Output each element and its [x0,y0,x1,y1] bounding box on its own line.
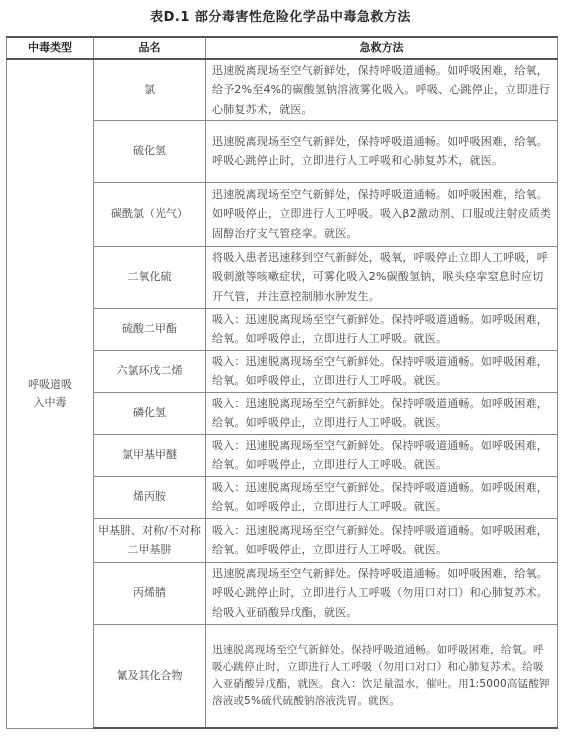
product-name-cell: 碳酰氯（光气） [94,182,206,246]
first-aid-cell: 迅速脱离现场至空气新鲜处，保持呼吸道通畅。如呼吸困难，给氧。如呼吸停止，立即进行人工呼吸。吸入β2激动剂、口服或注射皮质类固醇治疗支气管痉挛。就医。 [206,182,558,246]
first-aid-cell: 吸入：迅速脱离现场至空气新鲜处。保持呼吸道通畅。如呼吸困难，给氧。如呼吸停止，立即进行人工呼吸。就医。 [206,350,558,392]
product-name-cell: 二氧化硫 [94,246,206,308]
product-name-cell: 磷化氢 [94,392,206,434]
product-name-cell: 六氯环戊二烯 [94,350,206,392]
first-aid-cell: 吸入：迅速脱离现场至空气新鲜处。保持呼吸道通畅。如呼吸困难，给氧。如呼吸停止，立即进行人工呼吸。就医。 [206,518,558,562]
first-aid-cell: 将吸入患者迅速移到空气新鲜处，吸氧，呼吸停止立即人工呼吸，呼吸刺激等咳嗽症状，可雾化吸入2%碳酸氢钠，喉头痉挛窒息时应切开气管，并注意控制肺水肿发生。 [206,246,558,308]
table-row [7,59,558,120]
first-aid-cell: 迅速脱离现场至空气新鲜处。保持呼吸道通畅。如呼吸困难，给氧。呼吸心跳停止时，立即进行人工呼吸（勿用口对口）和心肺复苏术。给吸入亚硝酸异戊酯，就医。食入：饮足量温水，催吐。用1:5000高锰酸钾溶液或5%硫代硫酸钠溶液洗胃。就医。 [206,624,558,728]
product-name-cell: 硫酸二甲酯 [94,308,206,350]
header-poison-type: 中毒类型 [7,37,94,59]
first-aid-cell: 吸入：迅速脱离现场至空气新鲜处。保持呼吸道通畅。如呼吸困难，给氧。如呼吸停止，立即进行人工呼吸。就医。 [206,434,558,476]
poison-type-label: 呼吸道吸入中毒 [28,377,72,409]
product-name-cell: 氰及其化合物 [94,624,206,728]
table-header-row [7,37,558,59]
first-aid-cell: 吸入：迅速脱离现场至空气新鲜处。保持呼吸道通畅。如呼吸困难，给氧。如呼吸停止，立即进行人工呼吸。就医。 [206,476,558,518]
product-name-cell: 甲基肼、对称/不对称二甲基肼 [94,518,206,562]
first-aid-cell: 吸入：迅速脱离现场至空气新鲜处。保持呼吸道通畅。如呼吸困难，给氧。如呼吸停止，立即进行人工呼吸。就医。 [206,308,558,350]
product-name-cell: 氯 [94,59,206,120]
product-name-cell: 丙烯腈 [94,562,206,624]
product-name-cell: 氯甲基甲醚 [94,434,206,476]
table-title: 表D.1 部分毒害性危险化学品中毒急救方法 [150,10,411,25]
first-aid-table [6,36,558,729]
product-name-cell: 烯丙胺 [94,476,206,518]
header-first-aid-method: 急救方法 [206,37,558,59]
poison-type-cell [7,59,94,728]
first-aid-cell: 吸入：迅速脱离现场至空气新鲜处。保持呼吸道通畅。如呼吸困难，给氧。如呼吸停止，立即进行人工呼吸。就医。 [206,392,558,434]
first-aid-cell: 迅速脱离现场至空气新鲜处，保持呼吸道通畅。如呼吸困难，给氧，给予2%至4%的碳酸氢钠溶液雾化吸入。呼吸、心跳停止，立即进行心肺复苏术，就医。 [206,59,558,120]
product-name-cell: 硫化氢 [94,120,206,182]
first-aid-cell: 迅速脱离现场至空气新鲜处。保持呼吸道通畅。如呼吸困难，给氧。呼吸心跳停止时，立即进行人工呼吸（勿用口对口）和心肺复苏术。给吸入亚硝酸异戊酯，就医。 [206,562,558,624]
header-product-name: 品名 [94,37,206,59]
first-aid-cell: 迅速脱离现场至空气新鲜处，保持呼吸道通畅。如呼吸困难，给氧。呼吸心跳停止时，立即进行人工呼吸和心肺复苏术，就医。 [206,120,558,182]
